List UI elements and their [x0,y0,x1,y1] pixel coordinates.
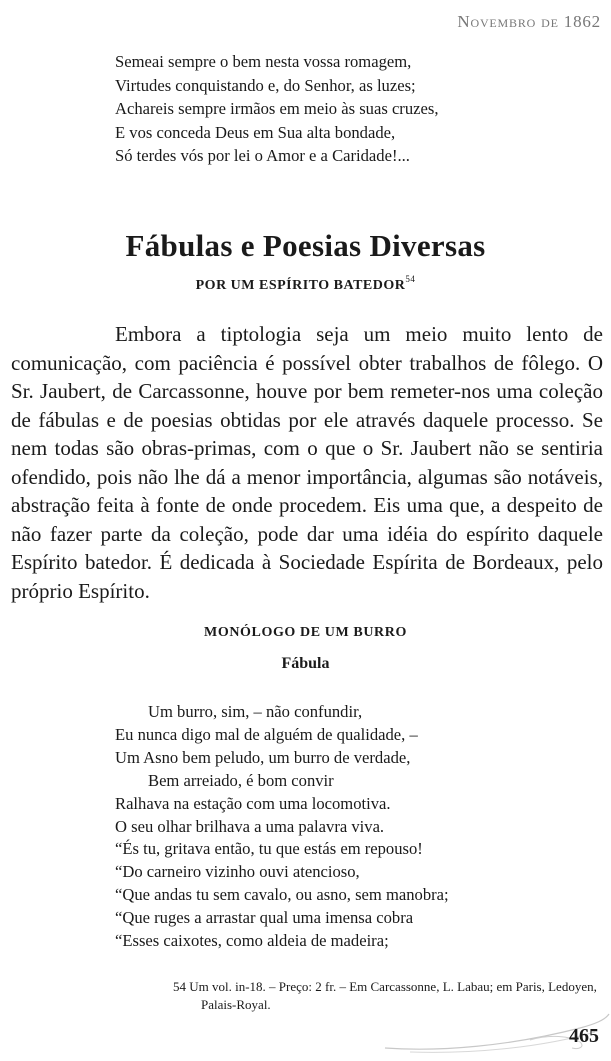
verse-line: “Que andas tu sem cavalo, ou asno, sem manobra; [115,885,449,905]
verse-line: Um burro, sim, – não confundir, [148,702,363,721]
verse-line: “Do carneiro vizinho ouvi atencioso, [115,862,360,882]
running-header: Novembro de 1862 [457,12,601,31]
verse-line: Bem arreiado, é bom convir [148,770,334,790]
poem-line: Virtudes conquistando e, do Senhor, as luzes; [115,75,416,95]
fable-verse [115,701,449,953]
verse-line: O seu olhar brilhava a uma palavra viva. [115,816,385,836]
verse-line: “És tu, gritava então, tu que estás em repouso! [115,839,423,859]
footnote: 54 Um vol. in-18. – Preço: 2 fr. – Em Carcassonne, L. Labau; em Paris, Ledoyen, Palais-Royal. [173,979,597,1012]
page-number: 465 [569,1025,599,1047]
verse-line: Ralhava na estação com uma locomotiva. [115,793,391,813]
top-poem [115,50,438,168]
fable-title: MONÓLOGO DE UM BURRO [204,625,407,640]
poem-line: E vos conceda Deus em Sua alta bondade, [115,122,396,142]
footnote-ref: 54 [405,274,416,284]
poem-line: Semeai sempre o bem nesta vossa romagem, [115,52,412,71]
poem-line: Achareis sempre irmãos em meio às suas cruzes, [115,99,439,119]
byline-text: POR UM ESPÍRITO BATEDOR [195,278,406,293]
verse-line: Um Asno bem peludo, um burro de verdade, [115,747,411,767]
fable-subtitle: Fábula [281,655,330,672]
article-title: Fábulas e Poesias Diversas [125,228,486,263]
article-byline [0,274,611,294]
verse-line: Eu nunca digo mal de alguém de qualidade, – [115,724,418,744]
article-paragraph: Embora a tiptologia seja um meio muito lento de comunicação, com paciência é possível obter trabalhos de fôlego. O Sr. Jaubert, de Carcassonne, houve por bem remeter-nos uma coleção de fábulas e de poesias obtidas por ele através daquele processo. Se nem todas são obras-primas, com o que o Sr. Jaubert não se sentiria ofendido, pois não lhe dá a menor importância, algumas são notáveis, abstração feita à fonte de onde procedem. Eis uma que, a despeito de não fazer parte da coleção, pode dar uma idéia do espírito daquele Espírito batedor. É dedicada à Sociedade Espírita de Bordeaux, pelo próprio Espírito. [11,322,603,603]
verse-line: “Esses caixotes, como aldeia de madeira; [115,931,389,951]
verse-line: “Que ruges a arrastar qual uma imensa cobra [115,908,414,928]
poem-line: Só terdes vós por lei o Amor e a Caridade!... [115,146,410,166]
